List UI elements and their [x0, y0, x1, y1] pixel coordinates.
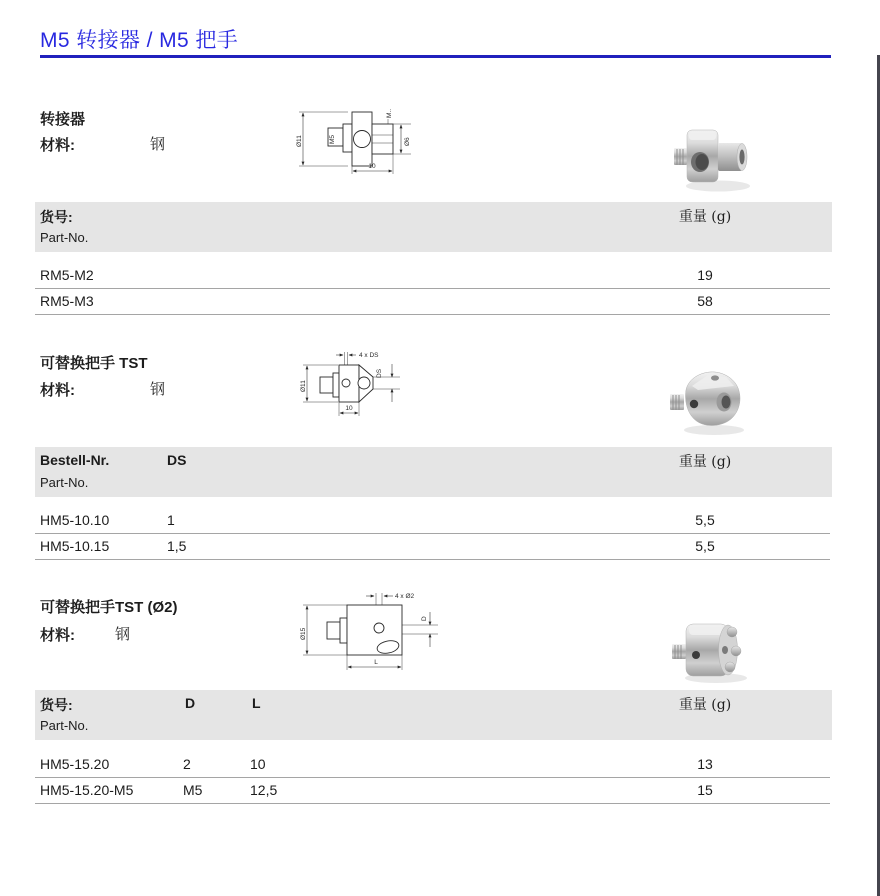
- section1-material-value: 钢: [150, 135, 166, 153]
- col-header-part-no: 货号:: [40, 697, 73, 713]
- weight-cell: 13: [697, 756, 713, 772]
- section2-material-label: 材料:: [40, 382, 75, 399]
- part-no-cell: RM5-M3: [40, 293, 94, 309]
- dimension-label: Ø11: [300, 380, 307, 392]
- table-row: [35, 289, 830, 315]
- col-header-l: L: [252, 695, 261, 711]
- table-row: [35, 263, 830, 289]
- section1-product-photo: [658, 110, 773, 198]
- table-row: [35, 752, 830, 778]
- weight-cell: 5,5: [695, 538, 715, 554]
- section3-technical-drawing: [300, 588, 445, 680]
- ds-cell: 1,5: [167, 538, 187, 554]
- col-header-weight: 重量 (g): [678, 697, 732, 713]
- col-header-part-no: 货号:: [40, 209, 73, 225]
- part-no-cell: HM5-15.20-M5: [40, 782, 134, 798]
- dimension-label: Ø11: [296, 135, 303, 147]
- section3-material-label: 材料:: [40, 627, 75, 644]
- section2-technical-drawing: [300, 344, 435, 424]
- col-header-d: D: [185, 695, 196, 711]
- section3-table-header: [35, 690, 832, 740]
- dimension-label: 10: [368, 163, 376, 170]
- section2-table-header: [35, 447, 832, 497]
- section3-table-rows: [35, 752, 830, 804]
- dimension-label: DS: [376, 368, 383, 378]
- part-no-cell: RM5-M2: [40, 267, 94, 283]
- dimension-label: M..: [386, 108, 393, 118]
- page-title: M5 转接器 / M5 把手: [40, 29, 239, 52]
- section2-product-photo: [658, 352, 773, 442]
- dimension-label: D: [421, 616, 428, 621]
- dimension-label: L: [374, 659, 378, 666]
- weight-cell: 15: [697, 782, 713, 798]
- weight-cell: 5,5: [695, 512, 715, 528]
- dimension-label: 4 x Ø2: [395, 593, 415, 600]
- d-cell: 2: [183, 756, 191, 772]
- weight-cell: 19: [697, 267, 713, 283]
- col-subheader-part-no: Part-No.: [40, 475, 89, 490]
- dimension-label: M5: [329, 134, 336, 144]
- part-no-cell: HM5-10.15: [40, 538, 110, 554]
- dimension-label: Ø6: [404, 137, 411, 146]
- part-no-cell: HM5-10.10: [40, 512, 110, 528]
- section1-table-header: [35, 202, 832, 252]
- dimension-label: 4 x DS: [359, 352, 379, 359]
- l-cell: 12,5: [250, 782, 278, 798]
- section3-product-photo: [658, 598, 773, 688]
- section2-material-value: 钢: [150, 380, 166, 398]
- dimension-label: 10: [345, 405, 353, 412]
- weight-cell: 58: [697, 293, 713, 309]
- section3-material-value: 钢: [115, 625, 131, 643]
- l-cell: 10: [250, 756, 266, 772]
- col-subheader-part-no: Part-No.: [40, 718, 89, 733]
- table-row: [35, 534, 830, 560]
- part-no-cell: HM5-15.20: [40, 756, 110, 772]
- table-row: [35, 508, 830, 534]
- col-header-bestell-nr: Bestell-Nr.: [40, 452, 110, 468]
- col-header-ds: DS: [167, 452, 187, 468]
- col-subheader-part-no: Part-No.: [40, 230, 89, 245]
- section3-heading: 可替换把手TST (Ø2): [40, 599, 178, 616]
- col-header-weight: 重量 (g): [678, 454, 732, 470]
- section1-material-label: 材料:: [40, 137, 75, 154]
- section1-table-rows: [35, 263, 830, 315]
- section1-technical-drawing: [296, 100, 431, 180]
- title-rule: [40, 55, 831, 58]
- table-row: [35, 778, 830, 804]
- d-cell: M5: [183, 782, 203, 798]
- ds-cell: 1: [167, 512, 175, 528]
- col-header-weight: 重量 (g): [678, 209, 732, 225]
- section2-heading: 可替换把手 TST: [40, 355, 148, 372]
- section1-heading: 转接器: [40, 111, 86, 128]
- dimension-label: Ø15: [300, 627, 307, 640]
- section2-table-rows: [35, 508, 830, 560]
